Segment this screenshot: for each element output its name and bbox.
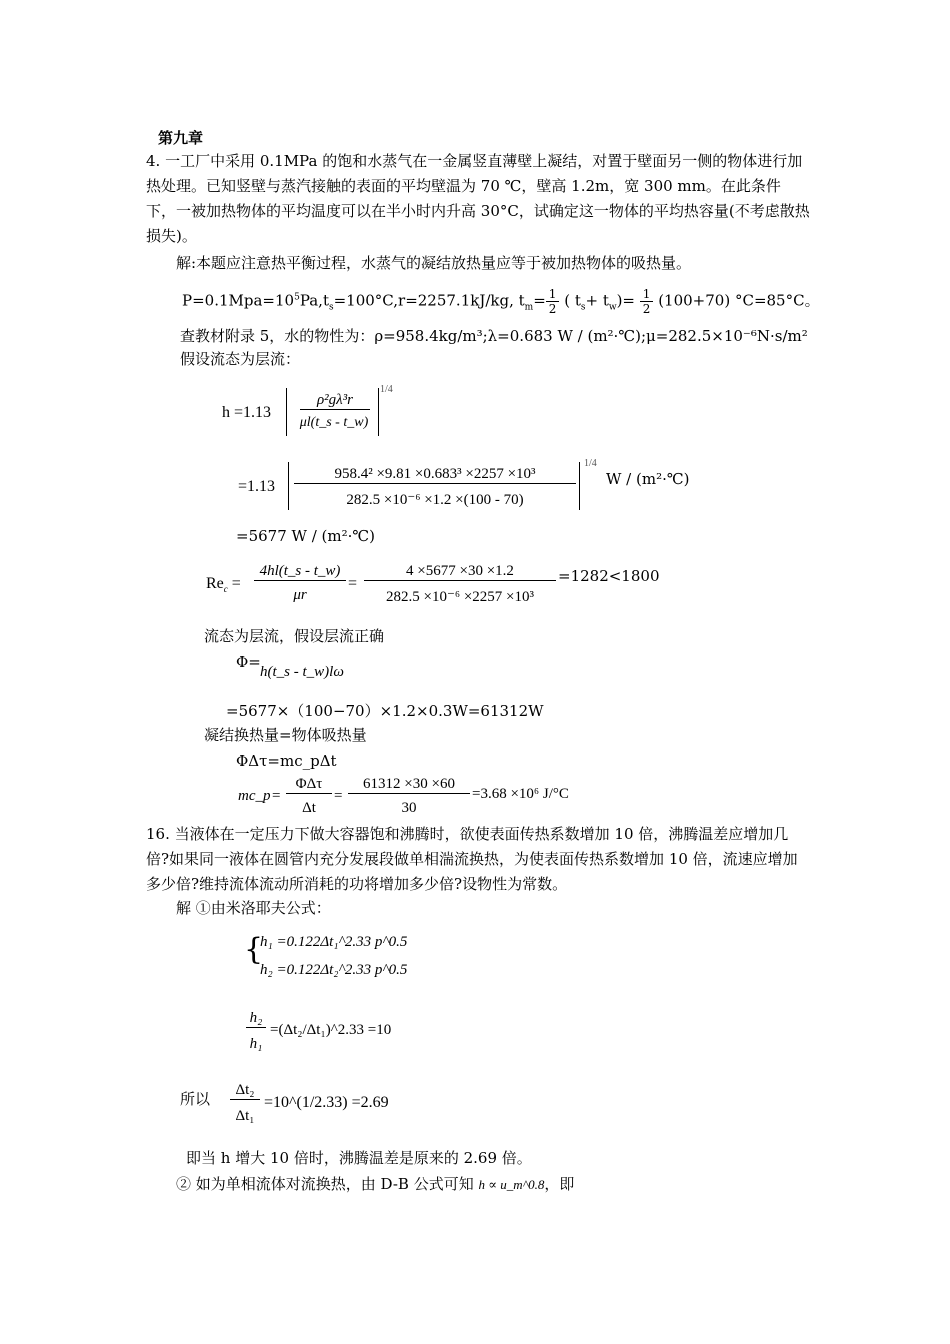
phi-value: =5677×（100−70）×1.2×0.3W=61312W bbox=[226, 702, 544, 720]
h-formula-denominator: μl(t_s - t_w) bbox=[299, 415, 369, 430]
reynolds-equals: = bbox=[348, 575, 358, 592]
h-numeric-lhs: =1.13 bbox=[238, 478, 276, 495]
given-data-line: $P=0.1Mpa=10^5Pa,t_s=100^\circ C,r=2257.1kJ/kg$, $t_m=$ $\frac{1}{2}$ ( $t_s+ t_w)=$ $\frac{1}{2}$ (100+70) °C=85°C。 bbox=[182, 287, 820, 316]
problem-16-conclusion: 即当 h 增大 10 倍时，沸腾温差是原来的 2.69 倍。 bbox=[186, 1149, 532, 1167]
mcp-numeric-denominator: 30 bbox=[401, 800, 417, 816]
reynolds-lhs: $Re_c$ = bbox=[206, 575, 241, 595]
dt-ratio-denominator: Δt₁ bbox=[235, 1108, 255, 1124]
milo-equation-1: h₁ =0.122Δt₁^2.33 p^0.5 bbox=[260, 934, 408, 950]
h-numeric-denominator: 282.5 ×10⁻⁶ ×1.2 ×(100 - 70) bbox=[346, 492, 524, 508]
mcp-numerator: ΦΔτ bbox=[286, 776, 332, 794]
ratio-numerator: h₂ bbox=[246, 1010, 266, 1028]
reynolds-numeric-denominator: 282.5 ×10⁻⁶ ×2257 ×10³ bbox=[385, 589, 535, 605]
problem-16-solution-intro: 解 ①由米洛耶夫公式： bbox=[176, 899, 331, 917]
h-numeric-unit: W / (m²·℃) bbox=[606, 470, 690, 488]
db-formula: h ∝ u_m^0.8 bbox=[478, 1177, 545, 1192]
problem-16-statement: 16. 当液体在一定压力下做大容器饱和沸腾时，欲使表面传热系数增加 10 倍，沸腾温差应增加几倍?如果同一液体在圆管内充分发展段做单相湍流换热，为使表面传热系数增加 10 倍，流速应增加多少倍?维持流体流动所消耗的功将增加多少倍?设物性为常数。 bbox=[146, 825, 798, 893]
reynolds-result: =1282<1800 bbox=[558, 567, 660, 585]
half-fraction-2: $\frac{1}{2}$ bbox=[640, 287, 654, 316]
reynolds-numerator: 4hl(t_s - t_w) bbox=[254, 563, 346, 581]
ratio-denominator: h₁ bbox=[249, 1036, 263, 1052]
dt-ratio-numerator: Δt₂ bbox=[230, 1082, 260, 1100]
mcp-eq2: = bbox=[334, 788, 343, 804]
mcp-eq: = bbox=[272, 788, 281, 804]
laminar-confirm: 流态为层流，假设层流正确 bbox=[204, 627, 385, 645]
mcp-lhs: mc_p bbox=[238, 788, 271, 804]
heat-balance-equation: ΦΔτ=mc_pΔt bbox=[236, 752, 337, 770]
phi-label: Φ= bbox=[236, 653, 261, 671]
ratio-expression: =(Δt₂/Δt₁)^2.33 =10 bbox=[270, 1022, 392, 1038]
so-label: 所以 bbox=[180, 1090, 211, 1108]
mcp-denominator: Δt bbox=[302, 800, 316, 816]
h-result: =5677 W / (m²·℃) bbox=[236, 527, 376, 545]
problem-4-solution-intro: 解:本题应注意热平衡过程，水蒸气的凝结放热量应等于被加热物体的吸热量。 bbox=[176, 254, 692, 272]
h-formula-lhs: h =1.13 bbox=[222, 404, 272, 421]
h-formula-exponent: 1/4 bbox=[380, 384, 393, 395]
reynolds-numeric-numerator: 4 ×5677 ×30 ×1.2 bbox=[364, 563, 556, 581]
mcp-result: =3.68 ×10⁶ J/°C bbox=[472, 786, 569, 802]
mcp-numeric-numerator: 61312 ×30 ×60 bbox=[348, 776, 470, 794]
laminar-assumption: 假设流态为层流： bbox=[180, 350, 301, 368]
problem-4-statement: 4. 一工厂中采用 0.1MPa 的饱和水蒸气在一金属竖直薄壁上凝结，对置于壁面另一侧的物体进行加热处理。已知竖壁与蒸汽接触的表面的平均壁温为 70 ℃，壁高 1.2m，宽 300 mm。在此条件下，一被加热物体的平均温度可以在半小时内升高 30°C，试确定这一物体的平均热容量(不考虑散热损失)。 bbox=[146, 152, 810, 245]
problem-16-part2: ② 如为单相流体对流换热，由 D-B 公式可知 h ∝ u_m^0.8，即 bbox=[176, 1175, 575, 1193]
water-properties: 查教材附录 5，水的物性为：ρ=958.4kg/m³;λ=0.683 W / (m²·℃);μ=282.5×10⁻⁶N·s/m² bbox=[180, 327, 808, 345]
half-fraction: $\frac{1}{2}$ bbox=[546, 287, 560, 316]
reynolds-denominator: μr bbox=[293, 587, 307, 603]
h-formula-numerator: ρ²gλ³r bbox=[300, 392, 370, 410]
system-brace: { bbox=[244, 932, 264, 967]
chapter-title: 第九章 bbox=[158, 129, 204, 147]
heat-balance: 凝结换热量=物体吸热量 bbox=[204, 726, 367, 744]
dt-ratio-result: =10^(1/2.33) =2.69 bbox=[264, 1094, 389, 1111]
milo-equation-2: h₂ =0.122Δt₂^2.33 p^0.5 bbox=[260, 962, 408, 978]
h-numeric-exponent: 1/4 bbox=[584, 458, 597, 469]
phi-formula: h(t_s - t_w)lω bbox=[260, 664, 344, 680]
h-numeric-numerator: 958.4² ×9.81 ×0.683³ ×2257 ×10³ bbox=[294, 466, 576, 484]
